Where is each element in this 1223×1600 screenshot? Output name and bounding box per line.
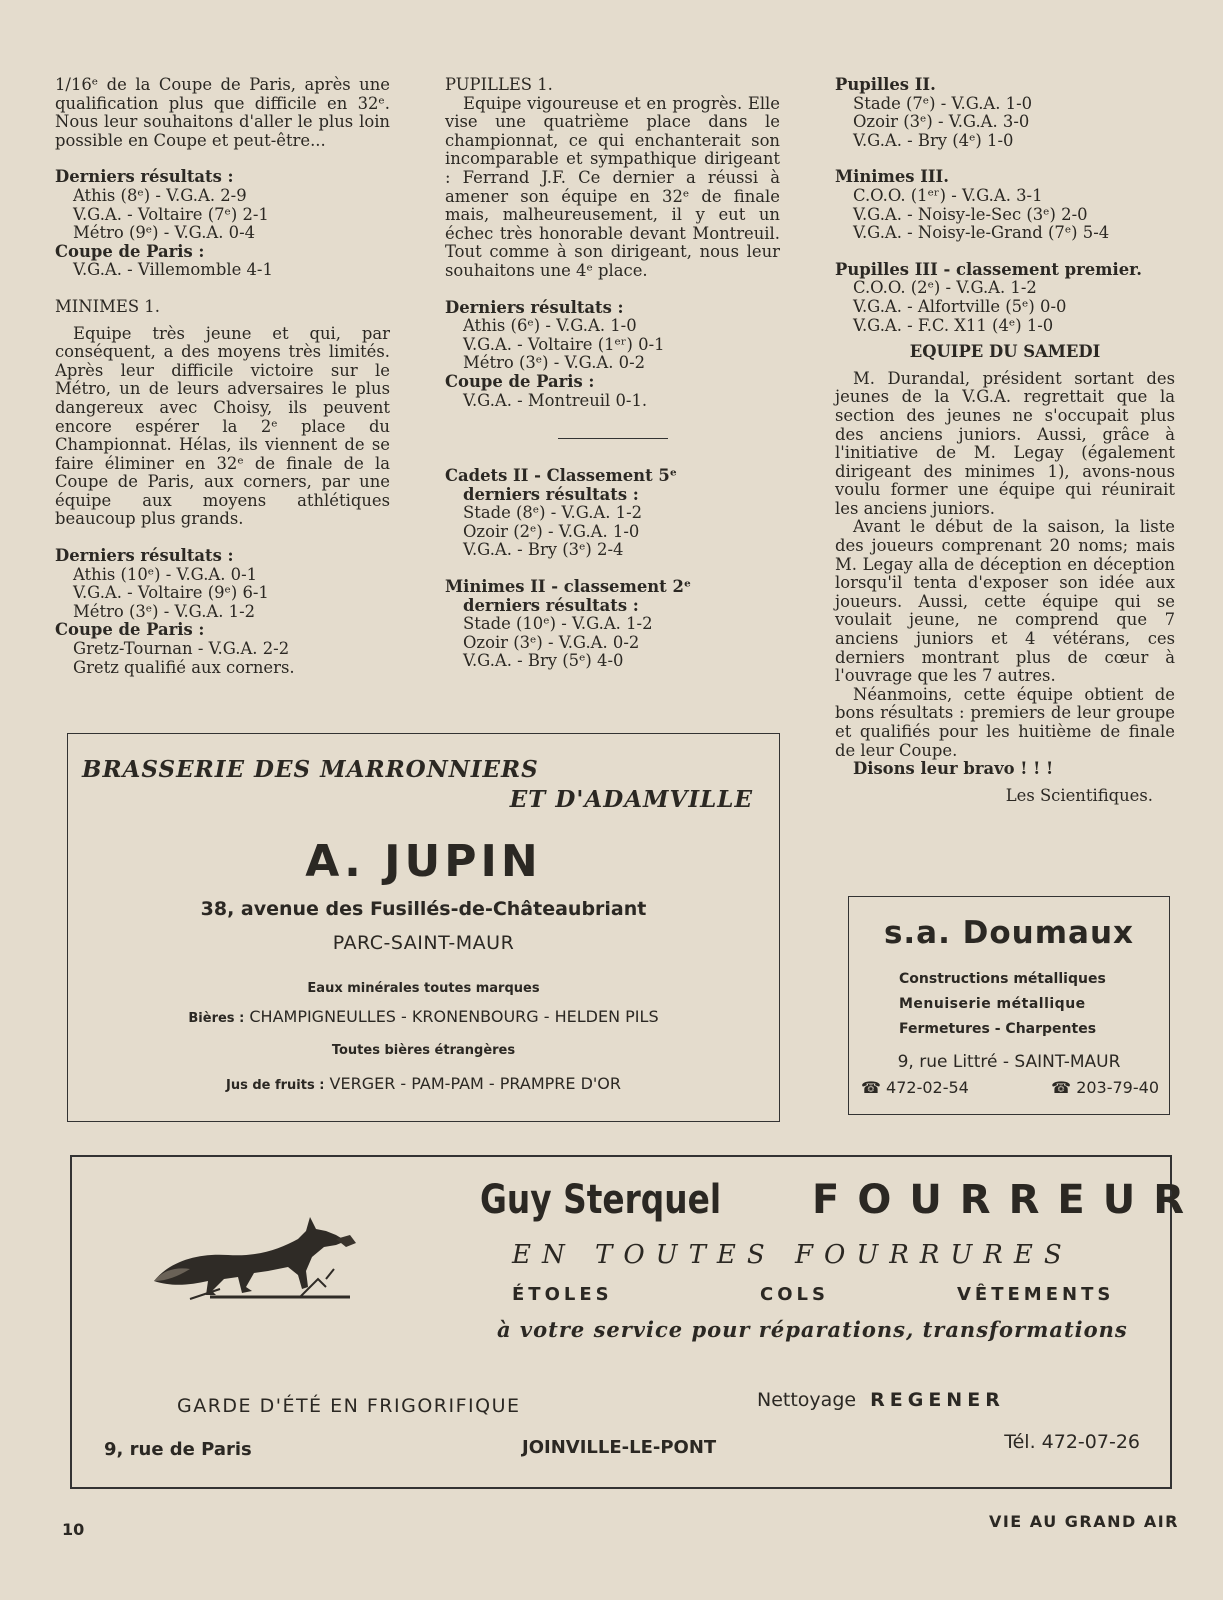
ad-doumaux [848, 896, 1170, 1115]
brasserie-juice-line [68, 1074, 779, 1093]
result-line: Gretz-Tournan - V.G.A. 2-2 [73, 639, 290, 659]
samedi-bravo: Disons leur bravo ! ! ! [853, 759, 1054, 779]
result-line: C.O.O. (1ᵉʳ) - V.G.A. 3-1 [853, 185, 1043, 205]
samedi-paragraph: Avant le début de la saison, la liste des joueurs comprenant 20 noms; mais M. Legay alla de déception en déception lorsqu'il tenta d'exposer son idée aux joueurs. Aussi, cette équipe qui se voulait jeune, ne comprend que 7 anciens juniors et 4 vétérans, ces derniers montrant plus de cœur à l'ouvrage que les 7 autres. [835, 517, 1175, 686]
minimes1-text: Equipe très jeune et qui, par conséquent, a des moyens très limités. Après leur difficile victoire sur le Métro, un de leurs adversaires le plus dangereux avec Choisy, ils peuvent encore espérer la 2ᵉ place du Championnat. Hélas, ils viennent de se faire éliminer en 32ᵉ de finale de la Coupe de Paris, aux corners, par une équipe aux moyens athlétiques beaucoup plus grands. [55, 323, 390, 529]
doumaux-phone1: 472-02-54 [886, 1078, 969, 1097]
brasserie-line2: ET D'ADAMVILLE [509, 786, 753, 813]
result-line: Athis (10ᵉ) - V.G.A. 0-1 [73, 564, 258, 584]
telephone-icon: ☎ [1051, 1078, 1072, 1097]
minimes2-subheading: derniers résultats : [463, 595, 639, 615]
samedi-paragraph: Néanmoins, cette équipe obtient de bons résultats : premiers de leur groupe et qualifiés pour les huitième de finale de leur Coupe. [835, 684, 1175, 760]
doumaux-phone1-row [861, 1078, 969, 1097]
ad-fourreur [70, 1155, 1203, 1489]
col2-results-heading: Derniers résultats : [445, 297, 624, 317]
result-line: V.G.A. - Voltaire (9ᵉ) 6-1 [73, 583, 269, 603]
col1-results2-heading: Derniers résultats : [55, 546, 234, 566]
result-line: Ozoir (3ᵉ) - V.G.A. 3-0 [853, 112, 1030, 132]
minimes1-title: MINIMES 1. [55, 296, 160, 316]
juice-list: VERGER - PAM-PAM - PRAMPRE D'OR [329, 1074, 622, 1093]
furrier-service: à votre service pour réparations, transformations [497, 1317, 1128, 1342]
publication-name: VIE AU GRAND AIR [988, 1512, 1179, 1531]
beers-list: CHAMPIGNEULLES - KRONENBOURG - HELDEN PILS [249, 1007, 659, 1026]
col1-intro: 1/16ᵉ de la Coupe de Paris, après une qualification plus que difficile en 32ᵉ. Nous leur souhaitons d'aller le plus loin possible en Coupe et peut-être... [55, 75, 390, 150]
col1-cup2-heading: Coupe de Paris : [55, 620, 205, 640]
cadets2-subheading: derniers résultats : [463, 484, 639, 504]
samedi-paragraph: M. Durandal, président sortant des jeunes de la V.G.A. regrettait que la section des jeunes ne s'occupait plus des anciens juniors. Aussi, grâce à l'initiative de M. Legay (également dirigeant des minimes 1), avons-nous voulu former une équipe qui réunirait les anciens juniors. [835, 368, 1175, 518]
brasserie-waters: Eaux minérales toutes marques [307, 981, 540, 996]
separator-rule [558, 438, 668, 439]
doumaux-line2: Menuiserie métallique [899, 996, 1086, 1012]
pupilles2-heading: Pupilles II. [835, 75, 936, 94]
furrier-tagline: EN TOUTES FOURRURES [512, 1240, 1073, 1270]
minimes3-heading: Minimes III. [835, 167, 949, 187]
furrier-name: Guy Sterquel [480, 1177, 722, 1223]
result-line: Métro (9ᵉ) - V.G.A. 0-4 [73, 223, 256, 243]
doumaux-phone2: 203-79-40 [1076, 1078, 1159, 1097]
result-line: V.G.A. - Bry (4ᵉ) 1-0 [853, 130, 1014, 150]
juice-label: Jus de fruits : [225, 1078, 325, 1093]
brasserie-city: PARC-SAINT-MAUR [332, 932, 515, 954]
result-line: V.G.A. - Noisy-le-Sec (3ᵉ) 2-0 [853, 204, 1088, 224]
result-line: Ozoir (3ᵉ) - V.G.A. 0-2 [463, 632, 640, 652]
fox-illustration [150, 1209, 365, 1304]
brasserie-address: 38, avenue des Fusillés-de-Châteaubriant [200, 898, 647, 920]
furrier-address: 9, rue de Paris [104, 1439, 252, 1460]
page-number: 10 [62, 1520, 85, 1539]
result-line: Stade (7ᵉ) - V.G.A. 1-0 [853, 93, 1033, 113]
result-line: V.G.A. - Voltaire (7ᵉ) 2-1 [73, 204, 269, 224]
result-line: V.G.A. - Noisy-le-Grand (7ᵉ) 5-4 [853, 223, 1110, 243]
pupilles3-heading: Pupilles III - classement premier. [835, 259, 1142, 279]
furrier-item-etoles: ÉTOLES [512, 1284, 613, 1305]
brasserie-beers-line [68, 1007, 779, 1026]
furrier-item-vetements: VÊTEMENTS [957, 1284, 1115, 1305]
brasserie-line1: BRASSERIE DES MARRONNIERS [82, 756, 539, 783]
ad-brasserie [67, 733, 780, 1122]
result-line: Métro (3ᵉ) - V.G.A. 0-2 [463, 353, 646, 373]
result-line: Métro (3ᵉ) - V.G.A. 1-2 [73, 601, 256, 621]
brasserie-owner-name: A. JUPIN [305, 836, 542, 887]
column-3 [835, 76, 1175, 805]
furrier-cleaning-row [757, 1389, 1005, 1411]
result-line: Athis (6ᵉ) - V.G.A. 1-0 [463, 316, 637, 336]
furrier-city: JOINVILLE-LE-PONT [522, 1437, 717, 1458]
result-line: V.G.A. - Montreuil 0-1. [463, 390, 648, 410]
result-line: V.G.A. - Alfortville (5ᵉ) 0-0 [853, 296, 1067, 316]
result-line: V.G.A. - F.C. X11 (4ᵉ) 1-0 [853, 315, 1054, 335]
furrier-phone: Tél. 472-07-26 [1004, 1431, 1140, 1453]
beers-label: Bières : [188, 1011, 245, 1026]
result-line: V.G.A. - Bry (3ᵉ) 2-4 [463, 540, 624, 560]
result-line: Ozoir (2ᵉ) - V.G.A. 1-0 [463, 521, 640, 541]
result-line: Stade (8ᵉ) - V.G.A. 1-2 [463, 503, 643, 523]
doumaux-line3: Fermetures - Charpentes [899, 1021, 1097, 1037]
result-line: Stade (10ᵉ) - V.G.A. 1-2 [463, 614, 653, 634]
col1-cup1-heading: Coupe de Paris : [55, 241, 205, 261]
doumaux-line1: Constructions métalliques [899, 971, 1106, 987]
cadets2-heading: Cadets II - Classement 5ᵉ [445, 466, 678, 486]
signature: Les Scientifiques. [1005, 785, 1153, 805]
telephone-icon: ☎ [861, 1078, 881, 1097]
equipe-samedi-title: EQUIPE DU SAMEDI [909, 342, 1101, 362]
result-line: V.G.A. - Villemomble 4-1 [73, 260, 273, 280]
result-line: Athis (8ᵉ) - V.G.A. 2-9 [73, 185, 247, 205]
result-line: V.G.A. - Bry (5ᵉ) 4-0 [463, 651, 624, 671]
cleaning-brand: REGENER [870, 1389, 1005, 1411]
col2-cup-heading: Coupe de Paris : [445, 371, 595, 391]
minimes2-heading: Minimes II - classement 2ᵉ [445, 577, 692, 597]
col1-results1-heading: Derniers résultats : [55, 167, 234, 187]
pupilles1-text: Equipe vigoureuse et en progrès. Elle vise une quatrième place dans le championnat, ce qui enchanterait son incomparable et sympathique dirigeant : Ferrand J.F. Ce dernier a réussi à amener son équipe en 32ᵉ de finale mais, malheureusement, il y eut un échec très honorable devant Montreuil. Tout comme à son dirigeant, nous leur souhaitons une 4ᵉ place. [445, 93, 780, 280]
brasserie-foreign-beers: Toutes bières étrangères [331, 1043, 516, 1058]
furrier-trade: FOURREUR [812, 1177, 1203, 1223]
result-line: V.G.A. - Voltaire (1ᵉʳ) 0-1 [463, 334, 665, 354]
column-2 [445, 76, 780, 671]
doumaux-phone2-row [1051, 1078, 1159, 1097]
column-1 [55, 76, 390, 677]
cleaning-label: Nettoyage [757, 1389, 857, 1411]
result-line: C.O.O. (2ᵉ) - V.G.A. 1-2 [853, 278, 1037, 298]
furrier-item-cols: COLS [760, 1284, 829, 1305]
result-line: Gretz qualifié aux corners. [73, 657, 295, 677]
furrier-storage: GARDE D'ÉTÉ EN FRIGORIFIQUE [177, 1395, 521, 1417]
doumaux-address: 9, rue Littré - SAINT-MAUR [897, 1052, 1121, 1072]
doumaux-name: s.a. Doumaux [883, 915, 1135, 951]
pupilles1-title: PUPILLES 1. [445, 75, 553, 94]
